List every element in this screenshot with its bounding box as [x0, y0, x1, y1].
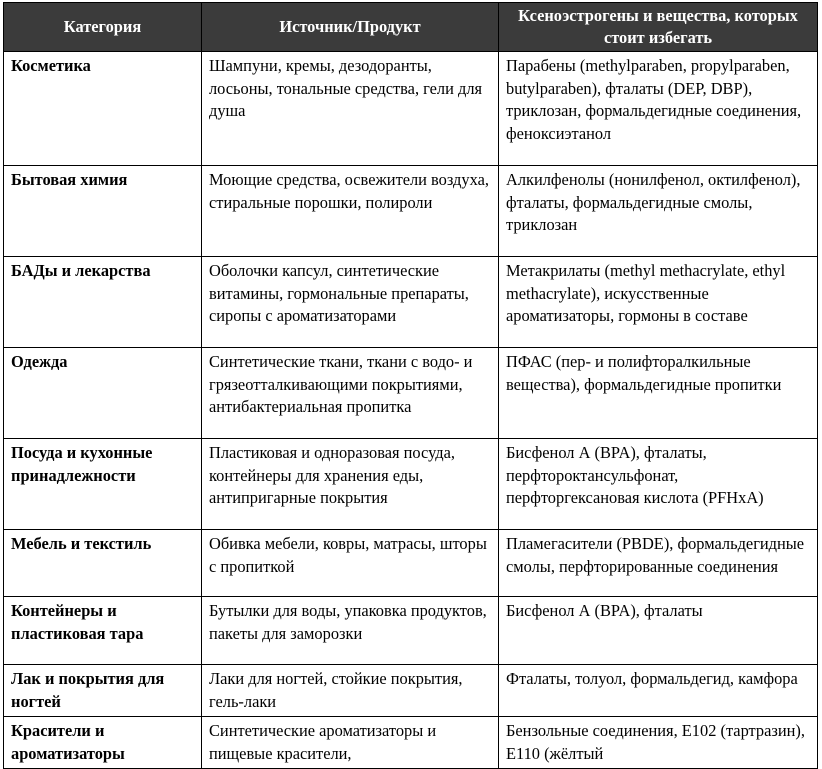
row-source-cell: Синтетические ткани, ткани с водо- и грязеотталкивающими покрытиями, антибактериальная пропитка [202, 348, 499, 439]
table-row [4, 439, 818, 530]
row-xenoestrogens-cell: Бисфенол А (BPA), фталаты [499, 597, 818, 665]
row-category-cell: БАДы и лекарства [4, 257, 202, 348]
row-category-cell: Лак и покрытия для ногтей [4, 665, 202, 717]
table-row [4, 717, 818, 769]
row-xenoestrogens-cell: Метакрилаты (methyl methacrylate, ethyl methacrylate), искусственные ароматизаторы, гормоны в составе [499, 257, 818, 348]
row-xenoestrogens-cell: Парабены (methylparaben, propylparaben, butylparaben), фталаты (DEP, DBP), триклозан, формальдегидные соединения, феноксиэтанол [499, 52, 818, 166]
row-xenoestrogens-cell: Пламегасители (PBDE), формальдегидные смолы, перфторированные соединения [499, 530, 818, 597]
header-category: Категория [4, 3, 202, 52]
row-source-cell: Синтетические ароматизаторы и пищевые красители, [202, 717, 499, 769]
row-source-cell: Пластиковая и одноразовая посуда, контейнеры для хранения еды, антипригарные покрытия [202, 439, 499, 530]
table-row [4, 530, 818, 597]
row-source-cell: Бутылки для воды, упаковка продуктов, пакеты для заморозки [202, 597, 499, 665]
row-category-cell: Посуда и кухонные принадлежности [4, 439, 202, 530]
table-header [4, 3, 818, 52]
row-category-cell: Одежда [4, 348, 202, 439]
table-body [4, 52, 818, 769]
xenoestrogen-table [3, 2, 818, 769]
row-category-cell: Красители и ароматизаторы [4, 717, 202, 769]
row-source-cell: Обивка мебели, ковры, матрасы, шторы с пропиткой [202, 530, 499, 597]
row-source-cell: Шампуни, кремы, дезодоранты, лосьоны, тональные средства, гели для душа [202, 52, 499, 166]
row-source-cell: Лаки для ногтей, стойкие покрытия, гель-лаки [202, 665, 499, 717]
row-xenoestrogens-cell: ПФАС (пер- и полифторалкильные вещества), формальдегидные пропитки [499, 348, 818, 439]
header-source: Источник/Продукт [202, 3, 499, 52]
table-row [4, 665, 818, 717]
row-xenoestrogens-cell: Фталаты, толуол, формальдегид, камфора [499, 665, 818, 717]
row-source-cell: Моющие средства, освежители воздуха, стиральные порошки, полироли [202, 166, 499, 257]
table-row [4, 348, 818, 439]
table-row [4, 52, 818, 166]
row-xenoestrogens-cell: Бисфенол А (BPA), фталаты, перфтороктансульфонат, перфторгексановая кислота (PFHxA) [499, 439, 818, 530]
table-row [4, 257, 818, 348]
row-category-cell: Бытовая химия [4, 166, 202, 257]
row-category-cell: Косметика [4, 52, 202, 166]
row-source-cell: Оболочки капсул, синтетические витамины, гормональные препараты, сиропы с ароматизаторами [202, 257, 499, 348]
row-xenoestrogens-cell: Алкилфенолы (нонилфенол, октилфенол), фталаты, формальдегидные смолы, триклозан [499, 166, 818, 257]
table-row [4, 597, 818, 665]
row-category-cell: Мебель и текстиль [4, 530, 202, 597]
row-xenoestrogens-cell: Бензольные соединения, E102 (тартразин), E110 (жёлтый [499, 717, 818, 769]
table-row [4, 166, 818, 257]
row-category-cell: Контейнеры и пластиковая тара [4, 597, 202, 665]
header-xenoestrogens: Ксеноэстрогены и вещества, которых стоит избегать [499, 3, 818, 52]
